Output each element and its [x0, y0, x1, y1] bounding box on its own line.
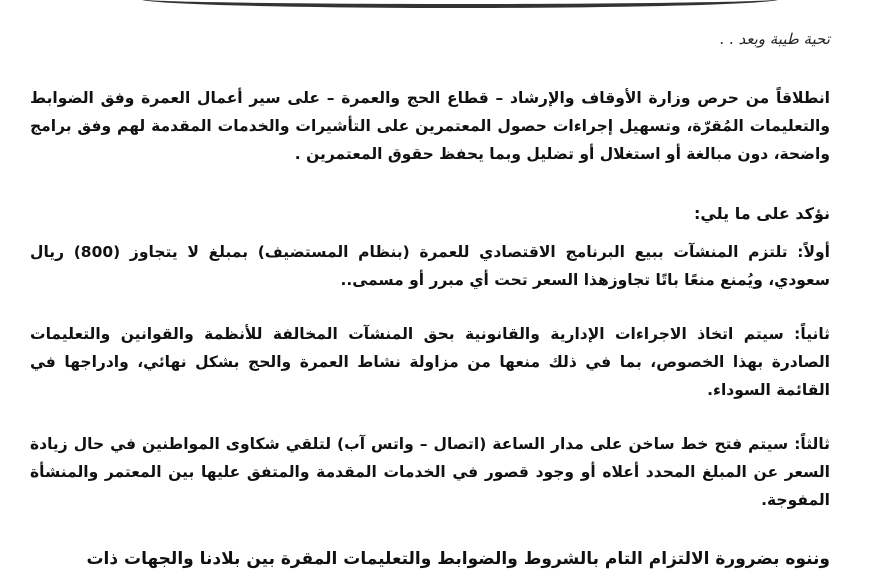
greeting-text: تحية طيبة وبعد . . — [719, 30, 830, 48]
item-third: ثالثاً: سيتم فتح خط ساخن على مدار الساعة (اتصال – واتس آب) لتلقي شكاوى المواطنين في حال زيادة السعر عن المبلغ المحدد أعلاه أو وجود قصور في الخدمات المقدمة والمتفق عليها بين المعتمر والمنشأة المفوجة. — [30, 435, 830, 509]
closing-paragraph: وننوه بضرورة الالتزام التام بالشروط والضوابط والتعليمات المقرة بين بلادنا والجهات ذات — [86, 549, 830, 569]
intro-paragraph: انطلاقاً من حرص وزارة الأوقاف والإرشاد – قطاع الحج والعمرة – على سير أعمال العمرة وفق الضوابط والتعليمات المُقرّة، وتسهيل إجراءات حصول المعتمرين على التأشيرات والخدمات المقدمة لهم وفق برامج واضحة، دون مبالغة أو استغلال أو تضليل وبما يحفظ حقوق المعتمرين . — [30, 89, 830, 163]
section-heading: نؤكد على ما يلي: — [694, 204, 830, 223]
item-second: ثانياً: سيتم اتخاذ الاجراءات الإدارية والقانونية بحق المنشآت المخالفة للأنظمة والقوانين والتعليمات الصادرة بهذا الخصوص، بما في ذلك منعها من مزاولة نشاط العمرة والحج بشكل نهائي، وادراجها في القائمة السوداء. — [30, 325, 830, 399]
cropped-header-line — [140, 0, 780, 8]
item-first: أولاً: تلتزم المنشآت ببيع البرنامج الاقتصادي للعمرة (بنظام المستضيف) بمبلغ لا يتجاوز (800) ريال سعودي، ويُمنع منعًا باتًا تجاوزهذا السعر تحت أي مبرر أو مسمى.. — [30, 243, 830, 289]
